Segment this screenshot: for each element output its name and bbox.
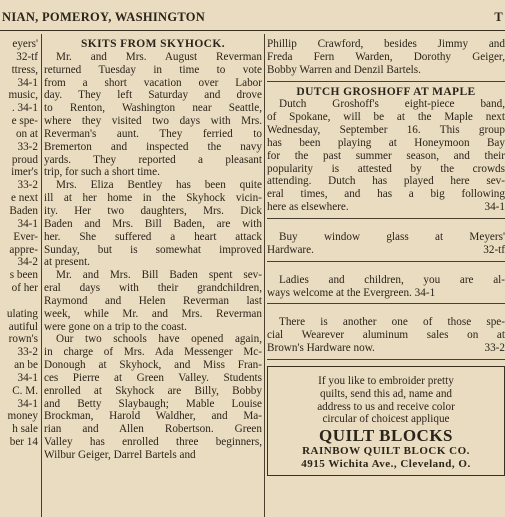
text-line: Mr. and Mrs. August Reverman [56, 50, 262, 63]
cropped-line: e next [10, 192, 38, 205]
text-line: attending. Dutch has played here sev- [267, 175, 505, 188]
column-rule-right [264, 34, 265, 517]
text-line: Reverman's aunt. They ferried to [44, 127, 262, 140]
text-line: Raymond and Helen Reverman last [44, 294, 262, 307]
cropped-line: on at [15, 127, 38, 140]
text-line: Our two schools have opened again, [56, 333, 262, 346]
ad-code: 33-2 [484, 342, 505, 355]
text-line: ways welcome at the Evergreen. 34-1 [267, 286, 436, 299]
text-line: of Spokane, will be at the Maple next [267, 111, 505, 124]
text-line: has been playing at Honeymoon Bay [267, 136, 505, 149]
text-line: week, while Mr. and Mrs. Reverman [44, 307, 262, 320]
text-line: trip, for such a short time. [44, 166, 160, 179]
text-line: Valley has enrolled three beginners, [44, 436, 262, 449]
text-line: at present. [44, 256, 90, 269]
company-address: 4915 Wichita Ave., Cleveland, O. [301, 458, 471, 471]
text-line: to Renton, Washington near Seattle, [44, 102, 262, 115]
cropped-line: ber 14 [9, 436, 38, 449]
cropped-line: 33-2 [17, 140, 38, 153]
cropped-line: proud [11, 153, 38, 166]
cropped-line: e spe- [11, 115, 38, 128]
cropped-line: eyers' [12, 38, 38, 50]
cropped-line [0, 295, 38, 308]
ad-evergreen [267, 274, 505, 300]
cropped-line: . 34-1 [11, 102, 38, 115]
cropped-line: money [7, 410, 38, 423]
text-line: rian and Allen Robertson. Green [44, 423, 262, 436]
cropped-line: imer's [11, 166, 38, 179]
text-line: quilts, send this ad, name and [319, 387, 453, 400]
cropped-line: 34-1 [17, 76, 38, 89]
cropped-line: rown's [8, 333, 38, 346]
cropped-line: appre- [9, 243, 38, 256]
cropped-line: music, [8, 89, 38, 102]
text-line: for the past summer season, and their [267, 149, 505, 162]
text-line: Baden and Mrs. Bill Baden, are with [44, 217, 262, 230]
quilt-blocks-headline: QUILT BLOCKS [318, 426, 454, 446]
skits-from-skyhock-column [44, 38, 262, 462]
text-line: Mrs. Eliza Bentley has been quite [56, 179, 262, 192]
cropped-line: h sale [12, 423, 38, 436]
text-line: Donough at Skyhock, and Miss Fran- [44, 359, 262, 372]
cropped-line: 34-1 [17, 397, 38, 410]
text-line: day. They left Saturday and drove [44, 89, 262, 102]
text-line: Bobby Warren and Denzil Bartels. [267, 63, 421, 76]
cropped-line: C. M. [12, 384, 38, 397]
masthead-title: NIAN, POMEROY, WASHINGTON [2, 10, 206, 24]
text-line: popularity is attested by the crowds [267, 162, 505, 175]
text-line: where they visited two days with Mrs. [44, 115, 262, 128]
cropped-line: Ever- [13, 230, 38, 243]
ad-code: 34-1 [484, 201, 505, 214]
text-line: ill at her home in the Skyhock vicin- [44, 192, 262, 205]
company-name: RAINBOW QUILT BLOCK CO. [302, 445, 470, 458]
text-line: eral times, and has a big following [267, 188, 505, 201]
text-line: were gone on a trip to the coast. [44, 320, 187, 333]
text-line: cial Wearever aluminum sales on at [267, 329, 505, 342]
cropped-line: ttress, [11, 63, 38, 76]
text-line: enrolled at Skyhock are Billy, Bobby [44, 384, 262, 397]
text-line: address to us and receive color [317, 400, 455, 413]
dutch-groshoff-paragraph [267, 98, 505, 214]
quilt-ad-text [274, 375, 498, 426]
masthead [0, 0, 505, 31]
text-line: ces Pierre at Green Valley. Students [44, 371, 262, 384]
text-line: in charge of Mrs. Ada Messenger Mc- [44, 346, 262, 359]
cropped-line: 33-2 [17, 346, 38, 359]
text-line: There is another one of those spe- [279, 316, 505, 329]
cropped-line: 33-2 [17, 179, 38, 192]
ad-wearever [267, 316, 505, 355]
column-rule-left [41, 34, 42, 517]
text-line: Buy window glass at Meyers' [279, 230, 505, 243]
cropped-line: autiful [8, 320, 38, 333]
divider [267, 81, 505, 82]
text-line: Sunday, but is somewhat improved [44, 243, 262, 256]
text-line: Brown's Hardware now. 33-2 [267, 342, 505, 355]
cropped-line: 34-1 [17, 217, 38, 230]
text-line: Wilbur Geiger, Darrel Bartels and [44, 449, 196, 461]
text-line: here as elsewhere. 34-1 [267, 201, 505, 214]
text-line: eral days with their grandchildren, [44, 282, 262, 295]
divider [267, 218, 505, 219]
text-line: Dutch Groshoff's eight-piece band, [279, 98, 505, 111]
text-line: If you like to embroider pretty [318, 374, 454, 387]
article-paragraph-1 [44, 51, 262, 179]
article-paragraph-4 [44, 333, 262, 461]
text-line: her. She suffered a heart attack [44, 230, 262, 243]
ad-code: 32-tf [483, 243, 505, 256]
text-line: yards. They reported a pleasant [44, 153, 262, 166]
cropped-line: 32-tf [16, 50, 38, 63]
divider [267, 359, 505, 360]
text-line: returned Tuesday in time to vote [44, 63, 262, 76]
text-line: Brockman, Harold Waldher, and Ma- [44, 410, 262, 423]
article-continuation [267, 38, 505, 77]
text-line: from a short vacation over Labor [44, 76, 262, 89]
text-line: Ladies and children, you are al- [279, 273, 505, 286]
masthead-edge-letter: T [494, 10, 503, 24]
ad-window-glass [267, 231, 505, 257]
text-line: Bremerton and inspected the navy [44, 140, 262, 153]
left-cropped-column [0, 38, 38, 449]
cropped-line: 34-2 [17, 256, 38, 269]
cropped-line: s been [9, 269, 38, 282]
article-paragraph-3 [44, 269, 262, 333]
cropped-line: of her [11, 282, 38, 295]
cropped-line: ulating [6, 307, 38, 320]
right-column [267, 38, 505, 476]
text-line: circular of choicest applique [322, 413, 450, 426]
text-line: and Betty Slaybaugh; Mable Louise [44, 397, 262, 410]
article-paragraph-2 [44, 179, 262, 269]
text-line: Phillip Crawford, besides Jimmy and [267, 38, 505, 50]
cropped-line: 34-1 [17, 371, 38, 384]
cropped-line: Baden [9, 204, 38, 217]
divider [267, 303, 505, 304]
text-line: Wednesday, September 16. This group [267, 124, 505, 137]
quilt-blocks-ad-box [267, 366, 505, 476]
text-line: ity. Her two daughters, Mrs. Dick [44, 204, 262, 217]
text-line: Hardware. 32-tf [267, 243, 505, 256]
article-heading: SKITS FROM SKYHOCK. [80, 38, 226, 50]
text-line: Mr. and Mrs. Bill Baden spent sev- [56, 269, 262, 282]
text-line: Freda Fern Warden, Dorothy Geiger, [267, 50, 505, 63]
divider [267, 261, 505, 262]
cropped-line: an be [14, 359, 38, 372]
article-heading-dutch-groshoff: DUTCH GROSHOFF AT MAPLE [296, 85, 476, 98]
